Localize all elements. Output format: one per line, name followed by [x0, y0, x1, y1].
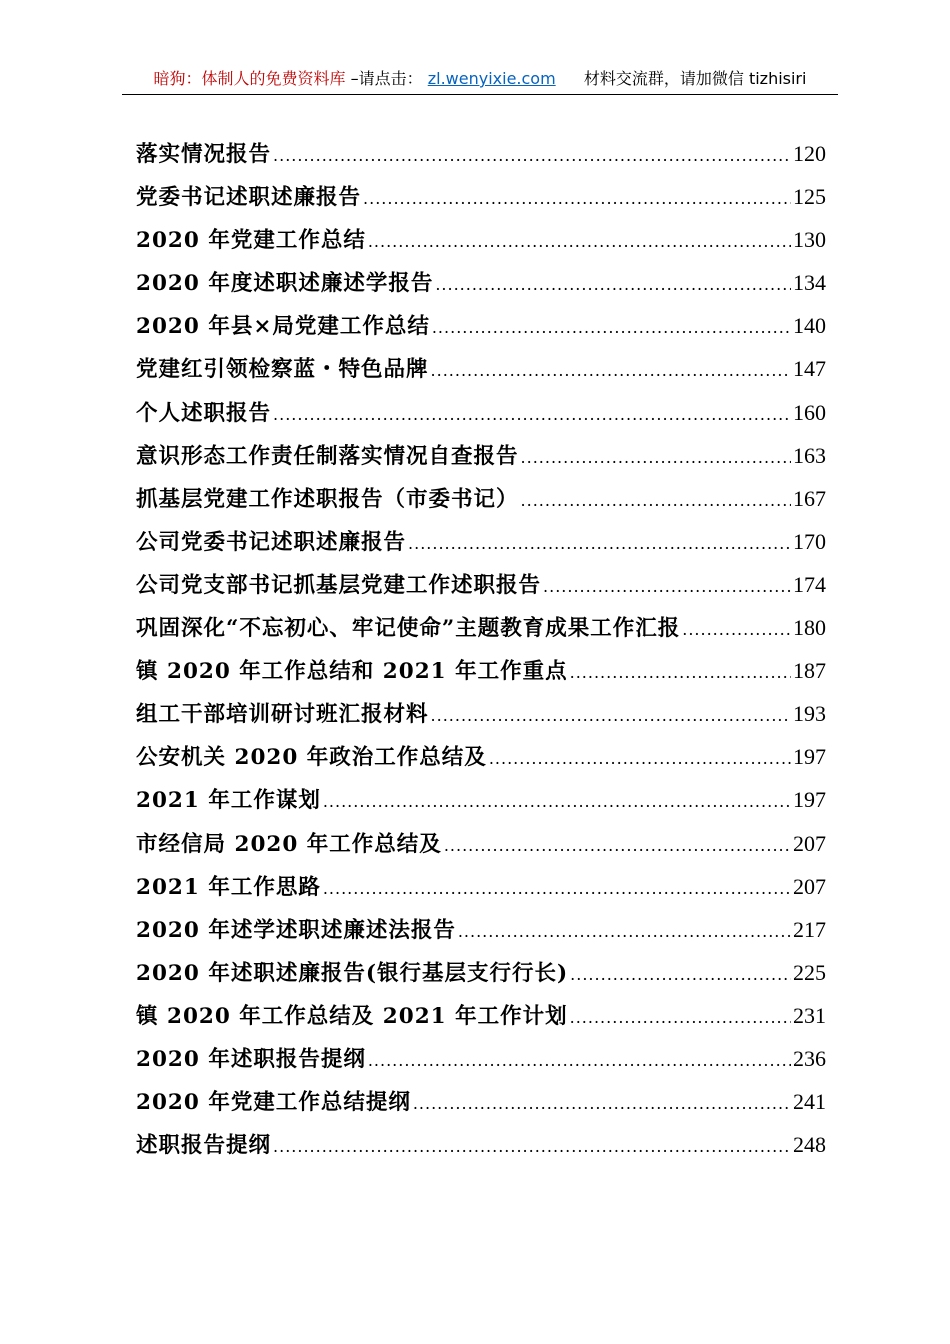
toc-entry[interactable] [136, 865, 826, 908]
toc-leader-dots [570, 953, 791, 996]
toc-entry-page: 187 [793, 658, 826, 684]
toc-entry-title: 党委书记述职述廉报告 [136, 185, 362, 211]
toc-leader-dots [682, 608, 791, 651]
toc-leader-dots [273, 1125, 791, 1168]
header-prompt: –请点击： [350, 69, 423, 88]
header-link[interactable]: zl.wenyixie.com [427, 69, 556, 88]
toc-entry-page: 130 [793, 227, 826, 253]
toc-entry[interactable] [136, 692, 826, 735]
toc-entry[interactable] [136, 822, 826, 865]
toc-entry[interactable] [136, 908, 826, 951]
toc-entry-title: 2020 年党建工作总结提纲 [136, 1090, 411, 1116]
toc-entry-title: 个人述职报告 [136, 400, 272, 426]
toc-entry-title: 2021 年工作思路 [136, 874, 321, 900]
header-brand: 暗狗：体制人的免费资料库 [153, 69, 346, 88]
toc-entry[interactable] [136, 735, 826, 778]
toc-entry-page: 167 [793, 485, 826, 511]
toc-entry-title: 2020 年县×局党建工作总结 [136, 314, 430, 340]
toc-entry-title: 抓基层党建工作述职报告（市委书记） [136, 486, 519, 512]
toc-entry[interactable] [136, 347, 826, 390]
toc-entry[interactable] [136, 520, 826, 563]
toc-entry[interactable] [136, 778, 826, 821]
toc-entry-page: 170 [793, 528, 826, 554]
page-header [122, 64, 838, 95]
toc-entry[interactable] [136, 391, 826, 434]
toc-entry[interactable] [136, 218, 826, 261]
toc-entry-page: 197 [793, 744, 826, 770]
toc-entry-title: 落实情况报告 [136, 142, 272, 167]
toc-entry-page: 241 [793, 1089, 826, 1115]
toc-entry-page: 180 [793, 615, 826, 641]
toc-entry-page: 120 [793, 141, 826, 166]
toc-leader-dots [323, 867, 791, 910]
toc-entry-title: 市经信局 2020 年工作总结及 [136, 831, 442, 857]
toc-entry[interactable] [136, 132, 826, 175]
toc-entry-title: 2020 年述职报告提纲 [136, 1046, 366, 1072]
toc-entry-title: 2020 年度述职述廉述学报告 [136, 271, 434, 297]
toc-entry[interactable] [136, 563, 826, 606]
toc-leader-dots [432, 306, 791, 349]
toc-leader-dots [363, 177, 791, 220]
toc-entry-title: 公司党支部书记抓基层党建工作述职报告 [136, 572, 542, 598]
toc-entry[interactable] [136, 606, 826, 649]
toc-entry-page: 140 [793, 313, 826, 339]
toc-entry-title: 述职报告提纲 [136, 1133, 272, 1159]
toc-entry-title: 镇 2020 年工作总结及 2021 年工作计划 [136, 1003, 568, 1029]
toc-entry[interactable] [136, 304, 826, 347]
table-of-contents [136, 132, 826, 1166]
toc-entry[interactable] [136, 261, 826, 304]
toc-entry-page: 236 [793, 1045, 826, 1071]
toc-entry-title: 意识形态工作责任制落实情况自查报告 [136, 443, 519, 469]
toc-leader-dots [458, 910, 791, 953]
toc-entry-page: 217 [793, 916, 826, 942]
toc-entry-title: 组工干部培训研讨班汇报材料 [136, 702, 429, 728]
toc-entry[interactable] [136, 1123, 826, 1166]
toc-leader-dots [521, 479, 791, 522]
toc-entry-title: 公安机关 2020 年政治工作总结及 [136, 745, 487, 771]
toc-entry-title: 2020 年述职述廉报告(银行基层支行行长) [136, 960, 569, 986]
toc-leader-dots [368, 1039, 791, 1082]
toc-entry-page: 163 [793, 442, 826, 468]
toc-entry[interactable] [136, 175, 826, 218]
toc-entry-page: 207 [793, 830, 826, 856]
toc-entry[interactable] [136, 994, 826, 1037]
toc-leader-dots [570, 651, 791, 694]
toc-entry[interactable] [136, 649, 826, 692]
toc-entry-page: 134 [793, 270, 826, 296]
toc-entry[interactable] [136, 434, 826, 477]
toc-leader-dots [435, 263, 791, 306]
toc-leader-dots [431, 694, 791, 737]
toc-entry-page: 193 [793, 701, 826, 727]
toc-entry-page: 147 [793, 356, 826, 382]
toc-entry[interactable] [136, 477, 826, 520]
toc-entry[interactable] [136, 1037, 826, 1080]
toc-leader-dots [444, 824, 791, 867]
toc-leader-dots [543, 565, 791, 608]
toc-entry-page: 197 [793, 787, 826, 813]
toc-leader-dots [489, 737, 791, 780]
toc-leader-dots [570, 996, 791, 1039]
toc-entry-page: 248 [793, 1132, 826, 1158]
toc-entry-page: 125 [793, 184, 826, 210]
toc-entry-title: 公司党委书记述职述廉报告 [136, 529, 407, 555]
toc-leader-dots [323, 780, 791, 823]
toc-entry-title: 党建红引领检察蓝・特色品牌 [136, 357, 429, 383]
toc-leader-dots [521, 436, 791, 479]
toc-entry-page: 231 [793, 1002, 826, 1028]
toc-entry-page: 174 [793, 571, 826, 597]
toc-entry-title: 镇 2020 年工作总结和 2021 年工作重点 [136, 659, 568, 685]
toc-entry-title: 2020 年党建工作总结 [136, 228, 366, 254]
toc-entry-page: 160 [793, 399, 826, 425]
toc-leader-dots [368, 220, 791, 263]
toc-leader-dots [431, 349, 791, 392]
toc-entry-title: 2021 年工作谋划 [136, 788, 321, 814]
header-contact: 材料交流群，请加微信 tizhisiri [583, 69, 807, 88]
toc-entry[interactable] [136, 951, 826, 994]
toc-leader-dots [408, 522, 791, 565]
toc-entry-page: 225 [793, 959, 826, 985]
toc-entry[interactable] [136, 1080, 826, 1123]
toc-leader-dots [273, 134, 791, 177]
toc-leader-dots [273, 393, 791, 436]
toc-entry-page: 207 [793, 873, 826, 899]
toc-leader-dots [413, 1082, 791, 1125]
toc-entry-title: 2020 年述学述职述廉述法报告 [136, 917, 456, 943]
toc-entry-title: 巩固深化“不忘初心、牢记使命”主题教育成果工作汇报 [136, 616, 681, 642]
